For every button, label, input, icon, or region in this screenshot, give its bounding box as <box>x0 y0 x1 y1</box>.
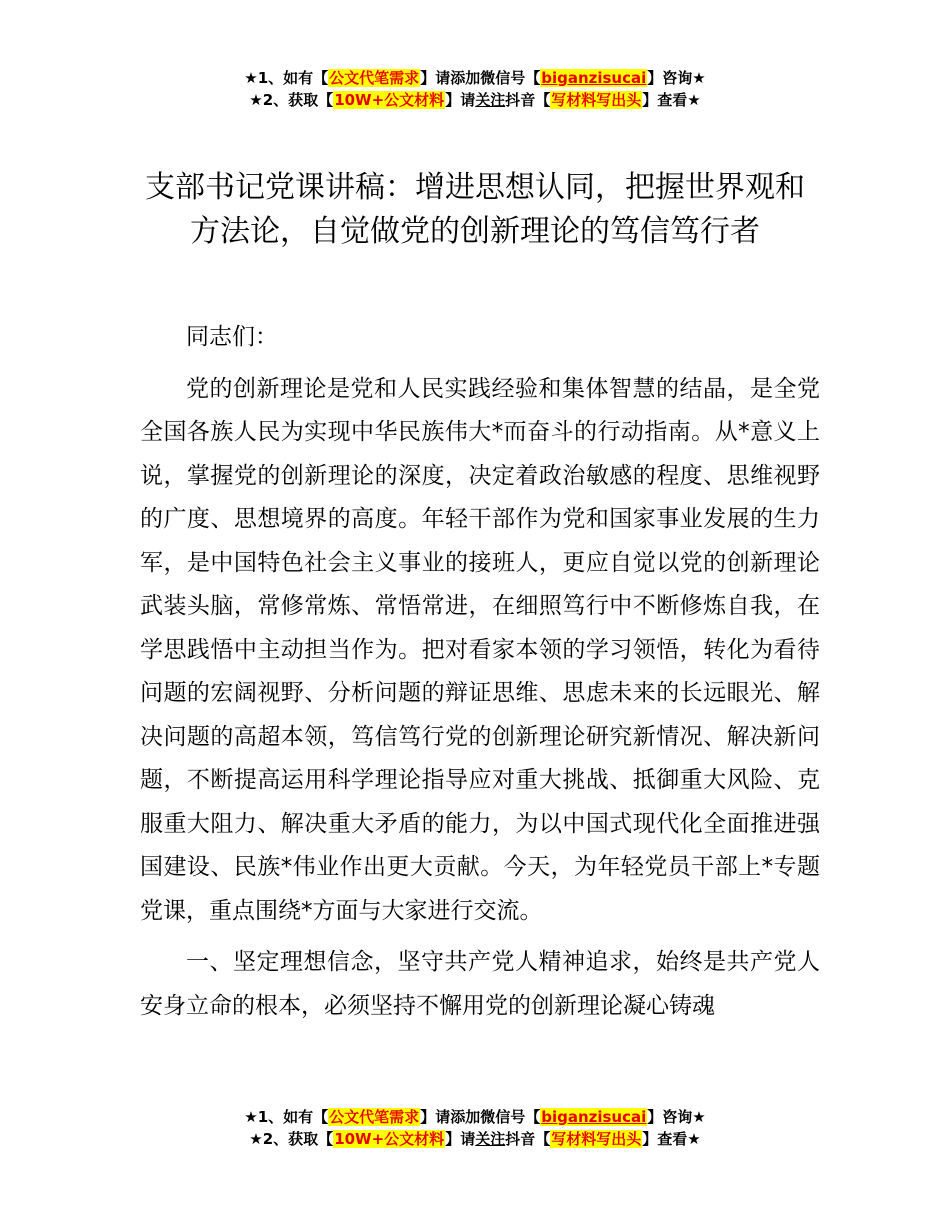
top-banner <box>0 67 950 111</box>
highlight-ghostwriting: 公文代笔需求 <box>329 69 420 87</box>
section-heading-paragraph: 一、坚定理想信念，坚守共产党人精神追求，始终是共产党人安身立命的根本，必须坚持不懈用党的创新理论凝心铸魂 <box>140 949 820 1019</box>
greeting: 同志们： <box>186 324 278 350</box>
highlight-materials: 10W+公文材料 <box>334 91 445 109</box>
banner-line-2: ★2、获取【10W+公文材料】请关注抖音【写材料写出头】查看★ <box>249 91 701 109</box>
banner-line-1: ★1、如有【公文代笔需求】请添加微信号【biganzisucai】咨询★ <box>244 69 706 87</box>
banner-line-1: ★1、如有【公文代笔需求】请添加微信号【biganzisucai】咨询★ <box>244 1108 706 1126</box>
banner-line-2: ★2、获取【10W+公文材料】请关注抖音【写材料写出头】查看★ <box>249 1130 701 1148</box>
highlight-wechat-id: biganzisucai <box>541 1108 647 1126</box>
highlight-douyin: 写材料写出头 <box>551 1130 642 1148</box>
document-body <box>140 316 820 1028</box>
paragraph: 党的创新理论是党和人民实践经验和集体智慧的结晶，是全党全国各族人民为实现中华民族伟大*而奋斗的行动指南。从*意义上说，掌握党的创新理论的深度，决定着政治敏感的程度、思维视野的广度、思想境界的高度。年轻干部作为党和国家事业发展的生力军，是中国特色社会主义事业的接班人，更应自觉以党的创新理论武装头脑，常修常炼、常悟常进，在细照笃行中不断修炼自我，在学思践悟中主动担当作为。把对看家本领的学习领悟，转化为看待问题的宏阔视野、分析问题的辩证思维、思虑未来的长远眼光、解决问题的高超本领，笃信笃行党的创新理论研究新情况、解决新问题，不断提高运用科学理论指导应对重大挑战、抵御重大风险、克服重大阻力、解决重大矛盾的能力，为以中国式现代化全面推进强国建设、民族*伟业作出更大贡献。今天，为年轻党员干部上*专题党课，重点围绕*方面与大家进行交流。 <box>140 375 820 924</box>
highlight-douyin: 写材料写出头 <box>551 91 642 109</box>
highlight-materials: 10W+公文材料 <box>334 1130 445 1148</box>
document-title: 支部书记党课讲稿：增进思想认同，把握世界观和方法论，自觉做党的创新理论的笃信笃行者 <box>145 170 805 249</box>
highlight-wechat-id: biganzisucai <box>541 69 647 87</box>
bottom-banner <box>0 1106 950 1150</box>
highlight-ghostwriting: 公文代笔需求 <box>329 1108 420 1126</box>
